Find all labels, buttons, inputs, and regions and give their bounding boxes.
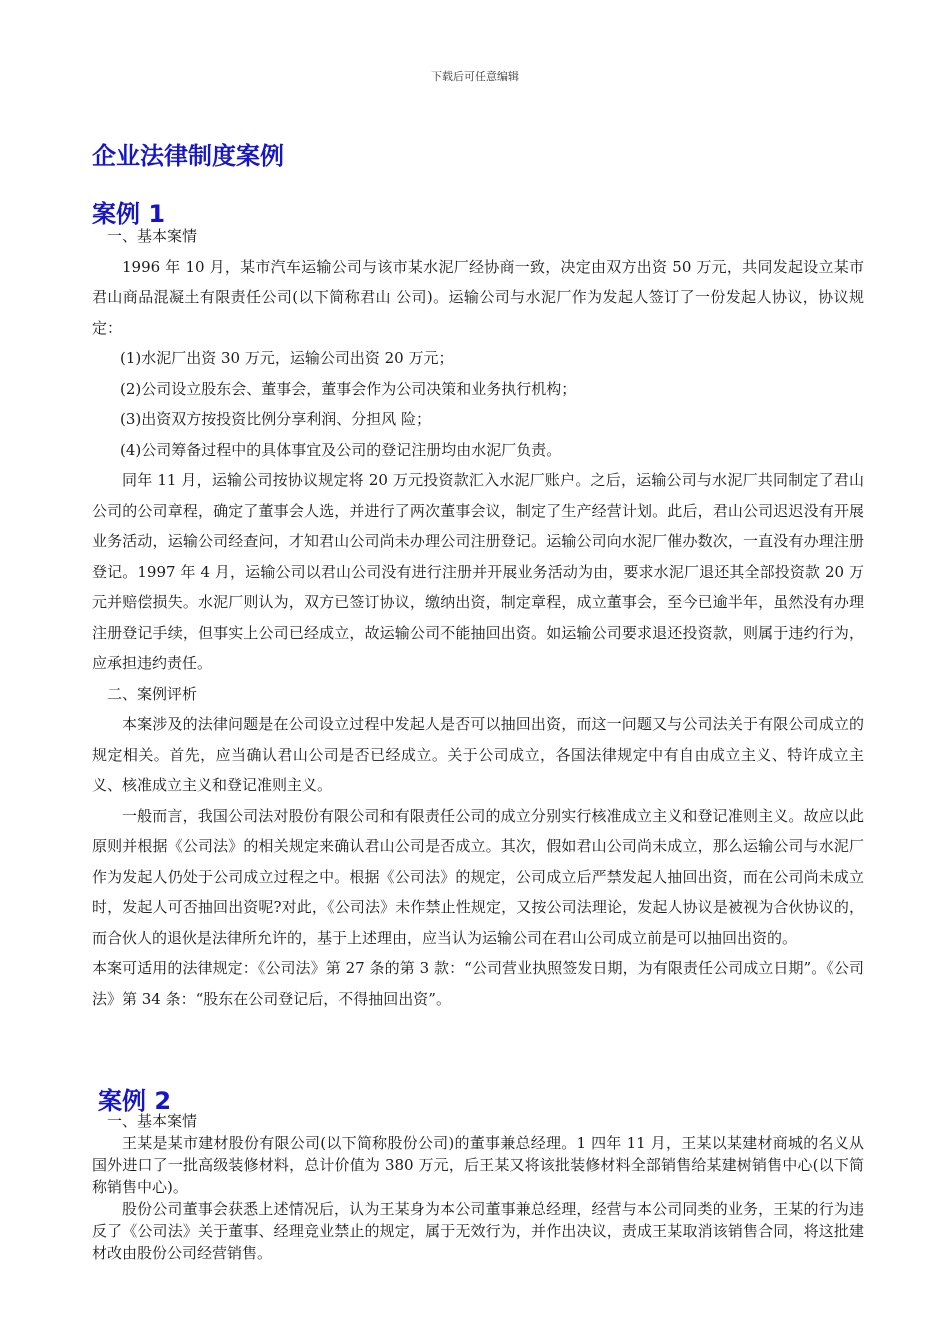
case-1-title: 案例 1 xyxy=(92,200,166,228)
case-1-paragraph-2: 同年 11 月，运输公司按协议规定将 20 万元投资款汇入水泥厂账户。之后，运输公司与水泥厂共同制定了君山公司的公司章程，确定了董事会人选，并进行了两次董事会议，制定了生产经营计划。此后，君山公司迟迟没有开展业务活动，运输公司经查问，才知君山公司尚未办理公司注册登记。运输公司向水泥厂催办数次，一直没有办理注册登记。1997 年 4 月，运输公司以君山公司没有进行注册并开展业务活动为由，要求水泥厂退还其全部投资款 20 万元并赔偿损失。水泥厂则认为，双方已签订协议，缴纳出资，制定章程，成立董事会，至今已逾半年，虽然没有办理注册登记手续，但事实上公司已经成立，故运输公司不能抽回出资。如运输公司要求退还投资款，则属于违约行为，应承担违约责任。 xyxy=(92,471,864,672)
agreement-item-1: (1)水泥厂出资 30 万元，运输公司出资 20 万元； xyxy=(120,349,454,367)
agreement-item-4: (4)公司筹备过程中的具体事宜及公司的登记注册均由水泥厂负责。 xyxy=(120,440,562,459)
case-1-paragraph-1: 1996 年 10 月，某市汽车运输公司与该市某水泥厂经协商一致，决定由双方出资 50 万元，共同发起设立某市君山商品混凝土有限责任公司(以下简称君山 公司)。运输公司与水泥厂作为发起人签订了一份发起人协议，协议规定： xyxy=(92,257,864,337)
case-1-body xyxy=(92,221,864,1014)
case-2-paragraph-1: 王某是某市建材股份有限公司(以下简称股份公司)的董事兼总经理。1 四年 11 月，王某以某建材商城的名义从国外进口了一批高级装修材料，总计价值为 380 万元，后王某又将该批装修材料全部销售给某建树销售中心(以下简称销售中心)。 xyxy=(92,1134,864,1196)
document-title: 企业法律制度案例 xyxy=(92,142,284,170)
case-1-legal-provisions: 本案可适用的法律规定：《公司法》第 27 条的第 3 款：“公司营业执照签发日期，为有限责任公司成立日期”。《公司法》第 34 条：“股东在公司登记后，不得抽回出资”。 xyxy=(92,959,864,1008)
page-header: 下载后可任意编辑 xyxy=(431,70,519,83)
case-2-heading-basic: 一、基本案情 xyxy=(107,1112,198,1130)
agreement-item-2: (2)公司设立股东会、董事会，董事会作为公司决策和业务执行机构； xyxy=(120,379,577,398)
case-1-heading-basic: 一、基本案情 xyxy=(107,227,198,245)
case-1-paragraph-4: 一般而言，我国公司法对股份有限公司和有限责任公司的成立分别实行核准成立主义和登记准则主义。故应以此原则并根据《公司法》的相关规定来确认君山公司是否成立。其次，假如君山公司尚未成立，那么运输公司与水泥厂作为发起人仍处于公司成立过程之中。根据《公司法》的规定，公司成立后严禁发起人抽回出资，而在公司尚未成立时，发起人可否抽回出资呢?对此，《公司法》未作禁止性规定，又按公司法理论，发起人协议是被视为合伙协议的，而合伙人的退伙是法律所允许的，基于上述理由，应当认为运输公司在君山公司成立前是可以抽回出资的。 xyxy=(92,806,864,947)
case-1-heading-analysis: 二、案例评析 xyxy=(107,684,198,703)
case-2-paragraph-2: 股份公司董事会获悉上述情况后，认为王某身为本公司董事兼总经理，经营与本公司同类的业务，王某的行为违反了《公司法》关于董事、经理竞业禁止的规定，属于无效行为，并作出决议，责成王某取消该销售合同，将这批建材改由股份公司经营销售。 xyxy=(92,1200,864,1262)
case-2-body xyxy=(92,1110,864,1264)
case-1-paragraph-3: 本案涉及的法律问题是在公司设立过程中发起人是否可以抽回出资，而这一问题又与公司法关于有限公司成立的规定相关。首先，应当确认君山公司是否已经成立。关于公司成立，各国法律规定中有自由成立主义、特许成立主义、核准成立主义和登记准则主义。 xyxy=(92,715,864,794)
case-2-title: 案例 2 xyxy=(98,1087,172,1115)
agreement-item-3: (3)出资双方按投资比例分享利润、分担风 险； xyxy=(120,410,432,428)
